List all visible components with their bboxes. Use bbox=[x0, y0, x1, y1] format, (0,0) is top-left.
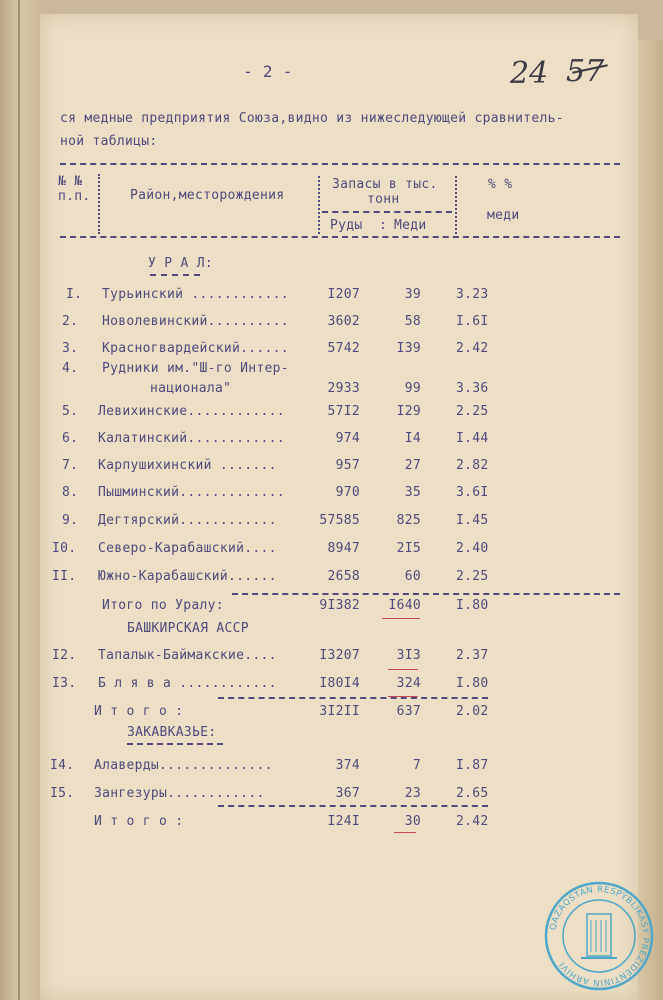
row-percent-value: 2.42 bbox=[456, 814, 489, 829]
row-number: 5. bbox=[62, 404, 79, 419]
row-district-name: Левихинские............ bbox=[98, 404, 285, 419]
col-copper-header: Меди bbox=[394, 218, 427, 233]
row-district-name: Алаверды.............. bbox=[94, 758, 273, 773]
document-page bbox=[40, 14, 638, 1000]
section-ural-underline bbox=[150, 274, 200, 276]
archive-number: 24 bbox=[510, 56, 549, 91]
row-district-name: Зангезуры............ bbox=[94, 786, 265, 801]
row-copper-value: I29 bbox=[396, 404, 421, 419]
row-copper-value: 27 bbox=[404, 458, 421, 473]
row-number: I. bbox=[66, 287, 83, 302]
col-percent-header-2: меди bbox=[487, 208, 520, 223]
row-copper-value: 58 bbox=[404, 314, 421, 329]
row-copper-value: I39 bbox=[396, 341, 421, 356]
table-rule-header bbox=[60, 236, 620, 238]
col-sub-sep: : bbox=[379, 218, 388, 233]
row-copper-value: I640 bbox=[388, 598, 421, 613]
next-sheet-edge bbox=[636, 40, 663, 1000]
row-copper-value: 2I5 bbox=[396, 541, 421, 556]
row-copper-value: 99 bbox=[404, 381, 421, 396]
row-percent-value: 2.25 bbox=[456, 569, 489, 584]
pencil-underline-1640 bbox=[382, 618, 420, 619]
row-percent-value: 3.36 bbox=[456, 381, 489, 396]
row-ore-value: I24I bbox=[327, 814, 360, 829]
row-copper-value: 23 bbox=[404, 786, 421, 801]
row-copper-value: 39 bbox=[404, 287, 421, 302]
row-ore-value: 3602 bbox=[327, 314, 360, 329]
col-reserves-header-1: Запасы в тыс. bbox=[332, 177, 438, 192]
row-ore-value: 8947 bbox=[327, 541, 360, 556]
archive-stamp bbox=[543, 880, 655, 992]
row-copper-value: 35 bbox=[404, 485, 421, 500]
row-ore-value: 9I382 bbox=[319, 598, 360, 613]
row-percent-value: 3.6I bbox=[456, 485, 489, 500]
subtotal-rule-transcaucasus bbox=[218, 805, 488, 807]
row-ore-value: 57I2 bbox=[327, 404, 360, 419]
row-district-name: Тапалык-Баймакские.... bbox=[98, 648, 277, 663]
pencil-underline-324 bbox=[388, 696, 418, 697]
row-number: 2. bbox=[62, 314, 79, 329]
col-ore-header: Руды bbox=[330, 218, 363, 233]
subtotal-rule-bashkir bbox=[218, 697, 488, 699]
row-number: 6. bbox=[62, 431, 79, 446]
section-transcaucasus-underline bbox=[127, 743, 223, 745]
row-ore-value: 2933 bbox=[327, 381, 360, 396]
row-ore-value: 57585 bbox=[319, 513, 360, 528]
row-percent-value: 2.42 bbox=[456, 341, 489, 356]
row-number: 8. bbox=[62, 485, 79, 500]
row-percent-value: 2.37 bbox=[456, 648, 489, 663]
row-number: 4. bbox=[62, 361, 79, 376]
row-district-name: Пышминский............. bbox=[98, 485, 285, 500]
row-ore-value: 2658 bbox=[327, 569, 360, 584]
row-district-name: Б л я в а ............ bbox=[98, 676, 277, 691]
row-number: I4. bbox=[50, 758, 75, 773]
row-number: 3. bbox=[62, 341, 79, 356]
binding-edge bbox=[0, 0, 42, 1000]
row-number: I3. bbox=[52, 676, 77, 691]
row-district-name: Калатинский............ bbox=[98, 431, 285, 446]
row-percent-value: I.80 bbox=[456, 676, 489, 691]
row-copper-value: 825 bbox=[396, 513, 421, 528]
row-percent-value: I.44 bbox=[456, 431, 489, 446]
row-district-name: И т о г о : bbox=[94, 814, 184, 829]
row-copper-value: I4 bbox=[404, 431, 421, 446]
reserves-subrule bbox=[322, 211, 452, 213]
intro-line-2: ной таблицы: bbox=[60, 134, 158, 149]
col-percent-header-1: % % bbox=[488, 177, 513, 192]
row-copper-value: 324 bbox=[396, 676, 421, 691]
col-reserves-header-2: тонн bbox=[367, 192, 400, 207]
svg-text:QAZAQSTAN RESPÝBLIKASY PREZIDE: QAZAQSTAN RESPÝBLIKASY PREZIDENTINIŃ ARHIVI bbox=[548, 884, 651, 988]
row-ore-value: 374 bbox=[335, 758, 360, 773]
row-number: I2. bbox=[52, 648, 77, 663]
archive-number-crossed: 57 bbox=[566, 54, 605, 89]
row-ore-value: 367 bbox=[335, 786, 360, 801]
table-rule-top bbox=[60, 163, 620, 165]
row-copper-value: 3I3 bbox=[396, 648, 421, 663]
row-district-name: И т о г о : bbox=[94, 704, 184, 719]
intro-line-1: ся медные предприятия Союза,видно из нижеследующей сравнитель- bbox=[60, 111, 564, 126]
row-copper-value: 7 bbox=[412, 758, 421, 773]
row-district-name: Карпушихинский ....... bbox=[98, 458, 277, 473]
row-ore-value: 970 bbox=[335, 485, 360, 500]
row-percent-value: I.87 bbox=[456, 758, 489, 773]
subtotal-rule-ural bbox=[232, 593, 620, 595]
row-percent-value: I.45 bbox=[456, 513, 489, 528]
row-district-name-cont: национала" bbox=[150, 381, 232, 396]
row-copper-value: 637 bbox=[396, 704, 421, 719]
row-district-name: Турьинский ............ bbox=[102, 287, 289, 302]
row-number: 9. bbox=[62, 513, 79, 528]
row-ore-value: 3I2II bbox=[319, 704, 360, 719]
row-percent-value: 3.23 bbox=[456, 287, 489, 302]
pencil-underline-313 bbox=[388, 669, 418, 670]
row-percent-value: 2.25 bbox=[456, 404, 489, 419]
row-percent-value: 2.40 bbox=[456, 541, 489, 556]
section-transcaucasus: ЗАКАВКАЗЬЕ: bbox=[127, 725, 217, 740]
page-number: - 2 - bbox=[243, 62, 293, 81]
row-ore-value: 974 bbox=[335, 431, 360, 446]
row-number: II. bbox=[52, 569, 77, 584]
row-district-name: Северо-Карабашский.... bbox=[98, 541, 277, 556]
section-bashkir: БАШКИРСКАЯ АССР bbox=[127, 621, 249, 636]
section-ural: У Р А Л: bbox=[148, 256, 214, 271]
row-number: I5. bbox=[50, 786, 75, 801]
row-district-name: Красногвардейский...... bbox=[102, 341, 289, 356]
row-district-name: Дегтярский............ bbox=[98, 513, 277, 528]
row-number: 7. bbox=[62, 458, 79, 473]
row-ore-value: 5742 bbox=[327, 341, 360, 356]
row-percent-value: 2.82 bbox=[456, 458, 489, 473]
pencil-underline-30 bbox=[394, 832, 416, 833]
row-copper-value: 60 bbox=[404, 569, 421, 584]
row-ore-value: 957 bbox=[335, 458, 360, 473]
col-divider-2 bbox=[318, 176, 320, 234]
row-ore-value: I80I4 bbox=[319, 676, 360, 691]
row-ore-value: I3207 bbox=[319, 648, 360, 663]
row-district-name: Новолевинский.......... bbox=[102, 314, 289, 329]
row-district-name: Рудники им."Ш-го Интер- bbox=[102, 361, 289, 376]
col-divider-3 bbox=[455, 176, 457, 234]
row-district-name: Итого по Уралу: bbox=[102, 598, 224, 613]
row-ore-value: I207 bbox=[327, 287, 360, 302]
row-percent-value: 2.65 bbox=[456, 786, 489, 801]
row-percent-value: I.80 bbox=[456, 598, 489, 613]
row-copper-value: 30 bbox=[404, 814, 421, 829]
row-percent-value: 2.02 bbox=[456, 704, 489, 719]
col-district-header: Район,месторождения bbox=[130, 188, 285, 203]
row-percent-value: I.6I bbox=[456, 314, 489, 329]
row-district-name: Южно-Карабашский...... bbox=[98, 569, 277, 584]
row-number: I0. bbox=[52, 541, 77, 556]
col-divider-1 bbox=[98, 174, 100, 234]
col-num-header-2: п.п. bbox=[58, 189, 91, 204]
col-num-header-1: № № bbox=[58, 174, 83, 189]
